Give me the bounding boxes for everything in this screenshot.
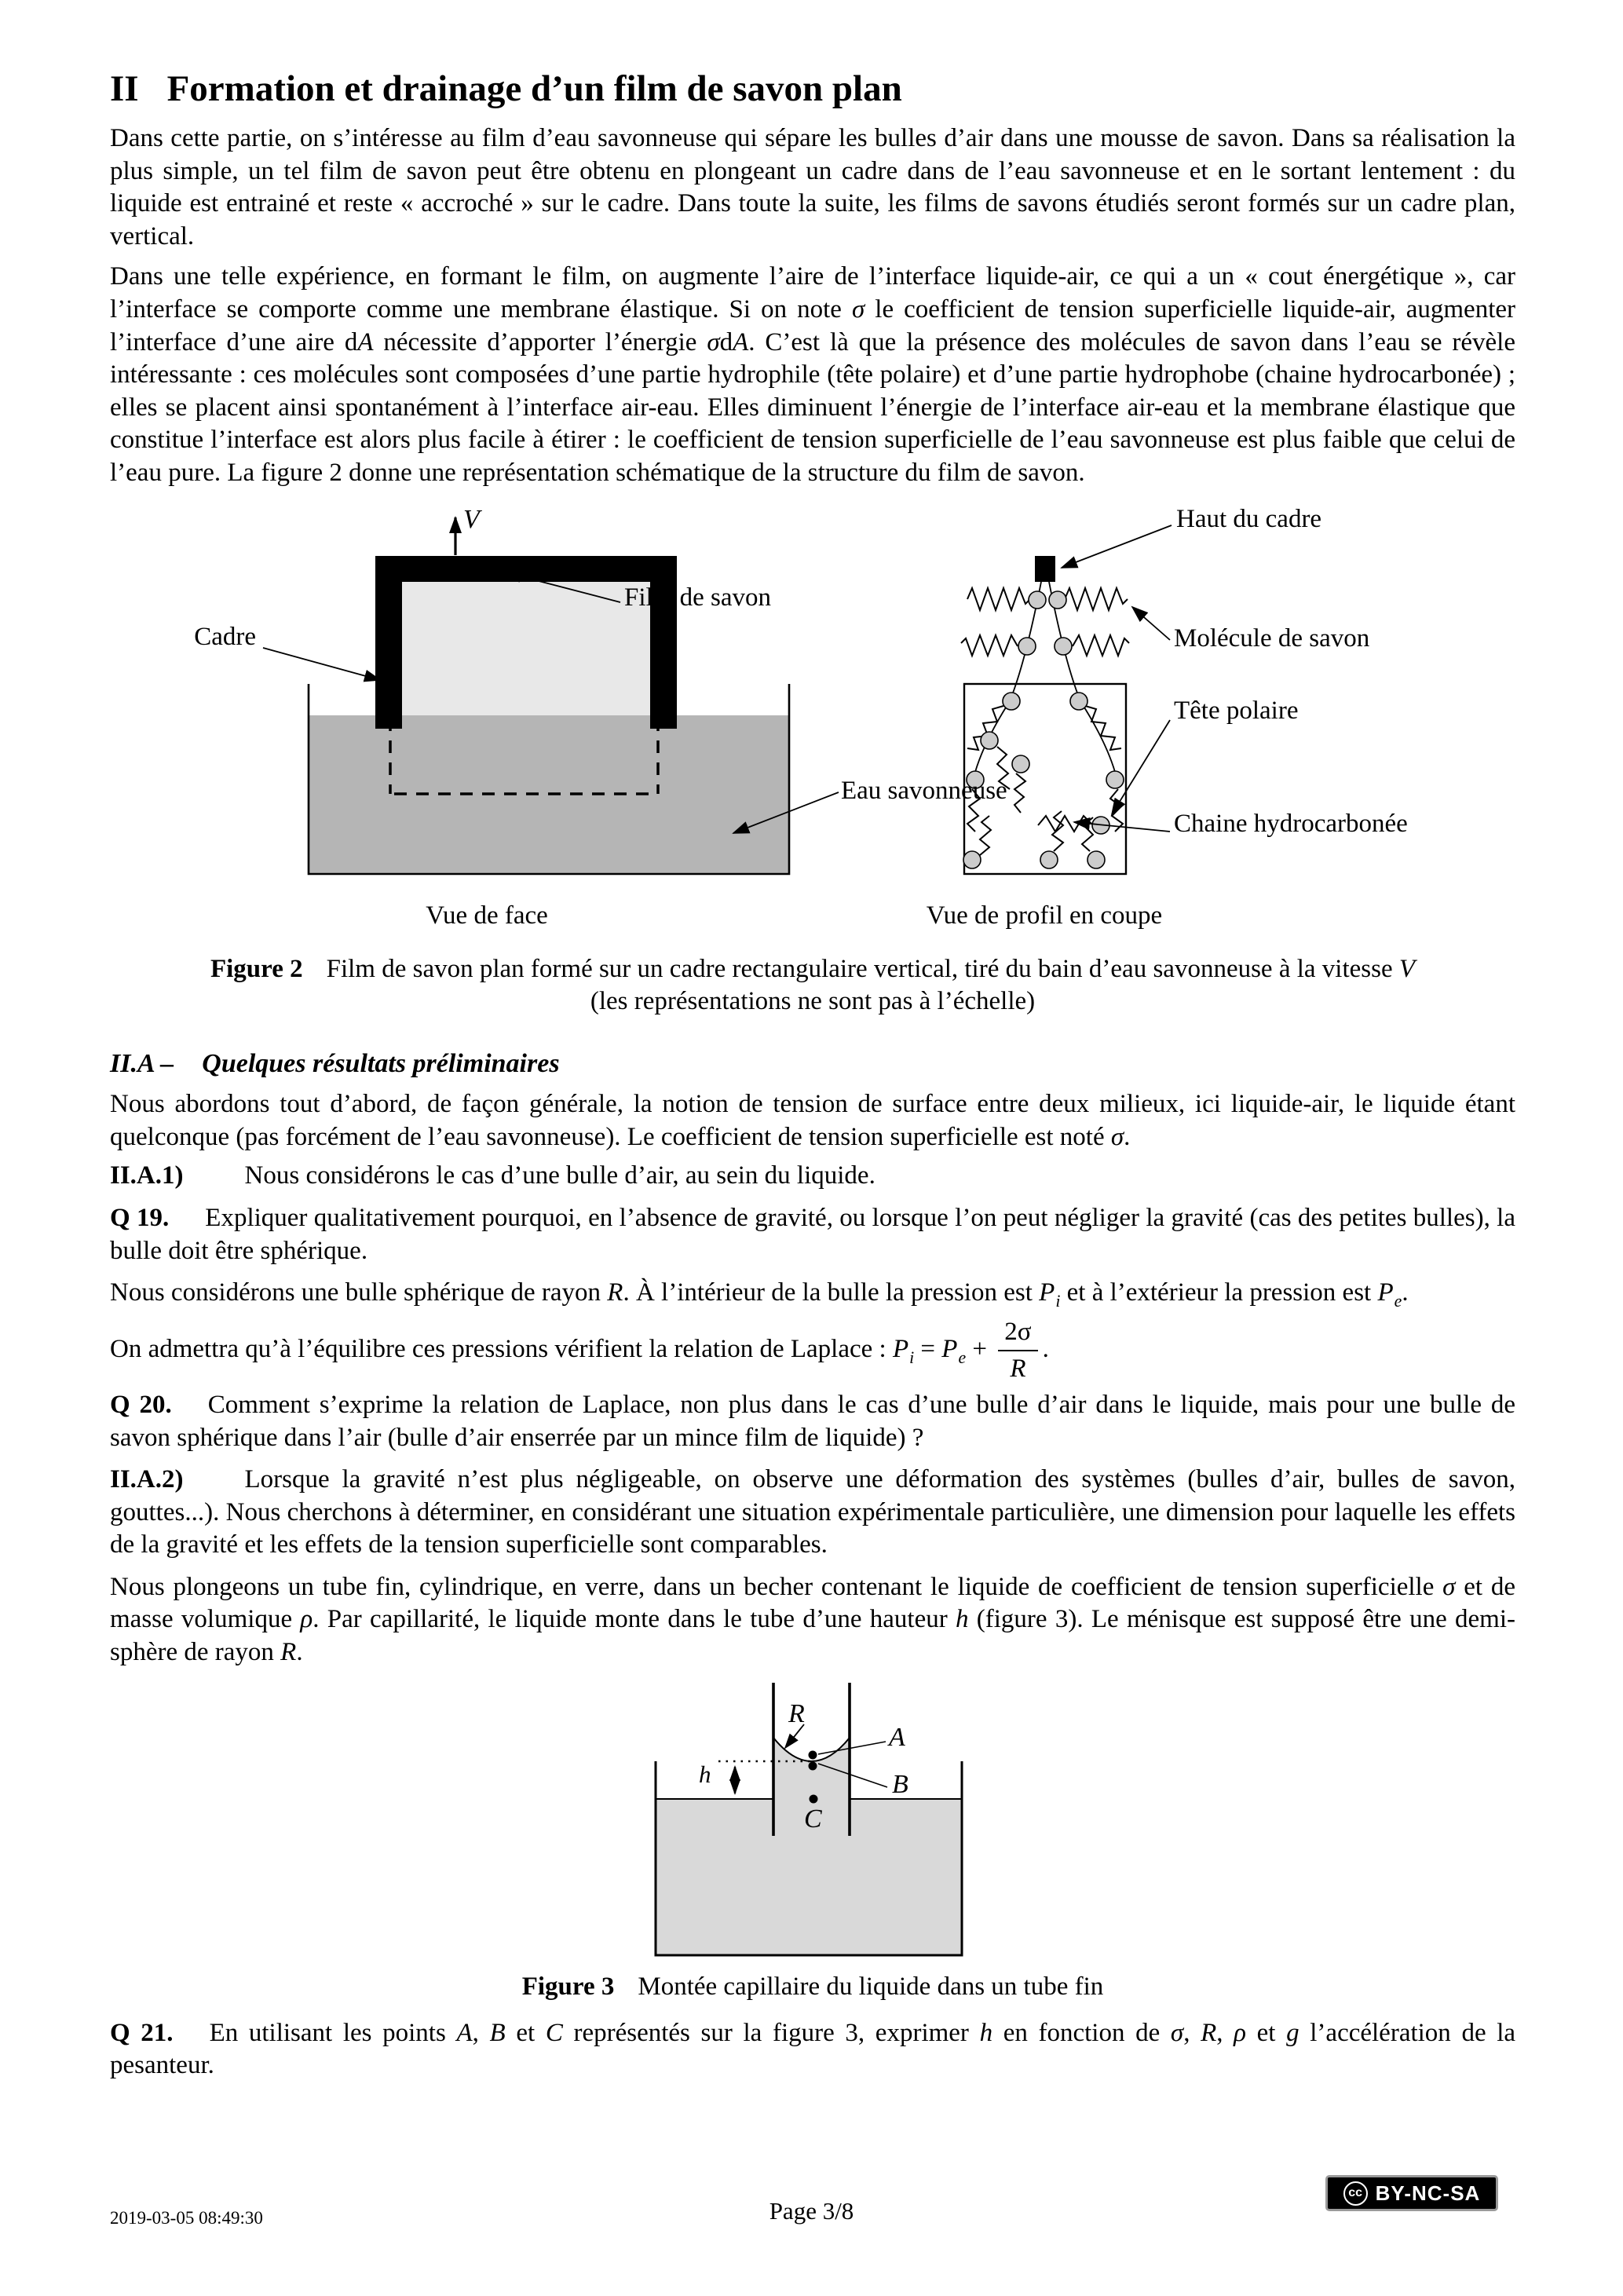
question-20: Q 20. Comment s’exprime la relation de Laplace, non plus dans le cas d’une bulle d’air dans le liquide, mais pour une bulle de savon sphérique dans l’air (bulle d’air enserrée par un mince film de liquide) ? (110, 1390, 1516, 1452)
point-A-connector (818, 1742, 886, 1754)
footer-page-number: Page 3/8 (769, 2197, 854, 2225)
cc-license-text: BY-NC-SA (1375, 2181, 1481, 2205)
section-title (110, 68, 1515, 110)
page-footer (0, 2181, 1623, 2268)
paragraph-surface-tension: Dans une telle expérience, en formant le film, on augmente l’aire de l’interface liquide-air, ce qui a un « cout énergétique », car l’interface se comporte comme une membrane élastique. Si on note σ le coefficient de tension superficielle liquide-air, augmenter l’interface d’une aire dA nécessite d’apporter l’énergie σdA. C’est là que la présence des molécules de savon dans l’eau se révèle intéressante : ces molécules sont composées d’une partie hydrophile (tête polaire) et d’une partie hydrophobe (chaine hydrocarbonée) ; elles se placent ainsi spontanément à l’interface air-eau. Elles diminuent l’énergie de l’interface air-eau et la membrane élastique que constitue l’interface est alors plus facile à étirer : le coefficient de tension superficielle de l’eau savonneuse est plus faible que celui de l’eau pure. La figure 2 donne une représentation schématique de la structure du film de savon. (110, 262, 1515, 487)
frame-top-square (1035, 556, 1055, 582)
eau-savonneuse-label: Eau savonneuse (841, 777, 1007, 806)
film-de-savon-label: Film de savon (624, 583, 771, 612)
cadre-label: Cadre (194, 623, 256, 652)
section-title-text: Formation et drainage d’un film de savon plan (166, 68, 902, 109)
question-21: Q 21. En utilisant les points A, B et C représentés sur la figure 3, exprimer h en fonction de σ, R, ρ et g l’accélération de la pesanteur. (110, 2018, 1516, 2080)
point-A-label: A (889, 1722, 905, 1752)
question-19: Q 19. Expliquer qualitativement pourquoi, en l’absence de gravité, ou lorsque l’on peut négliger la gravité (cas des petites bulles), la bulle doit être sphérique. (110, 1203, 1516, 1265)
tete-polaire-label: Tête polaire (1174, 696, 1299, 726)
subsection-heading-IIA: II.A – Quelques résultats préliminaires (110, 1049, 560, 1079)
figure-3-caption: Figure 3 Montée capillaire du liquide dans un tube fin (521, 1972, 1104, 2001)
paragraph-intro: Dans cette partie, on s’intéresse au film d’eau savonneuse qui sépare les bulles d’air dans une mousse de savon. Dans sa réalisation la plus simple, un tel film de savon peut être obtenu en plongeant un cadre dans de l’eau savonneuse et en le sortant lentement : du liquide est entrainé et reste « accroché » sur le cadre. Dans toute la suite, les films de savons étudiés seront formés sur un cadre plan, vertical. (110, 124, 1515, 250)
velocity-label: V (463, 505, 480, 535)
paragraph-capillary-setup: Nous plongeons un tube fin, cylindrique, en verre, dans un becher contenant le liquide de coefficient de tension superficielle σ et de masse volumique ρ. Par capillarité, le liquide monte dans le tube d’une hauteur h (figure 3). Le ménisque est supposé être une demi-sphère de rayon R. (110, 1572, 1516, 1667)
point-B-label: B (892, 1769, 908, 1799)
paragraph-IIA2: II.A.2) Lorsque la gravité n’est plus négligeable, on observe une déformation des systèmes (bulles d’air, bulles de savon, gouttes...). Nous cherchons à déterminer, en considérant une situation expérimentale particulière, une dimension pour laquelle les effets de la gravité et les effets de la tension superficielle sont comparables. (110, 1465, 1515, 1559)
molecule-de-savon-label: Molécule de savon (1174, 624, 1370, 653)
point-C-label: C (804, 1804, 822, 1834)
section-number: II (110, 68, 139, 109)
figure-2-soap-film-diagram (110, 505, 1515, 941)
chaine-hydrocarbonee-label: Chaine hydrocarbonée (1174, 810, 1408, 839)
frame-left-bar (375, 556, 402, 729)
height-h-label: h (699, 1760, 711, 1788)
radius-R-label: R (788, 1698, 805, 1728)
molecule-arrow (1132, 607, 1170, 640)
paragraph-laplace-relation: On admettra qu’à l’équilibre ces pressions vérifient la relation de Laplace : $P_i = P_e$ + $\frac{2\sigma}{R}$ . (110, 1317, 1049, 1384)
paragraph-IIA1: II.A.1) Nous considérons le cas d’une bulle d’air, au sein du liquide. (110, 1161, 875, 1190)
paragraph-bubble-pressures: Nous considérons une bulle sphérique de rayon R. À l’intérieur de la bulle la pression est $P_i$ et à l’extérieur la pression est $P_e$. (110, 1278, 1409, 1311)
haut-du-cadre-label: Haut du cadre (1176, 505, 1322, 534)
vue-de-profil-label: Vue de profil en coupe (926, 901, 1163, 930)
vue-de-face-label: Vue de face (426, 901, 548, 930)
cc-logo-icon: cc (1343, 2181, 1368, 2206)
figure-2-drawing (110, 505, 1515, 941)
point-A-dot (809, 1750, 817, 1759)
frame-right-bar (650, 556, 677, 729)
soap-film-fill (402, 582, 650, 715)
paragraph-IIA-intro: Nous abordons tout d’abord, de façon générale, la notion de tension de surface entre deux milieux, ici liquide-air, le liquide étant quelconque (pas forcément de l’eau savonneuse). Le coefficient de tension superficielle est noté σ. (110, 1090, 1515, 1151)
point-C-dot (810, 1794, 818, 1803)
figure-2-caption: Figure 2 Film de savon plan formé sur un cadre rectangulaire vertical, tiré du bain d’eau savonneuse à la vitesse V (les représentations ne sont pas à l’échelle) (210, 955, 1416, 1016)
haut-du-cadre-arrow (1062, 525, 1172, 568)
footer-timestamp: 2019-03-05 08:49:30 (110, 2208, 263, 2228)
cc-license-badge (1325, 2175, 1498, 2211)
figure-3-capillary-diagram (110, 1673, 1515, 1963)
point-B-dot (809, 1761, 817, 1770)
cadre-arrow (263, 648, 380, 680)
